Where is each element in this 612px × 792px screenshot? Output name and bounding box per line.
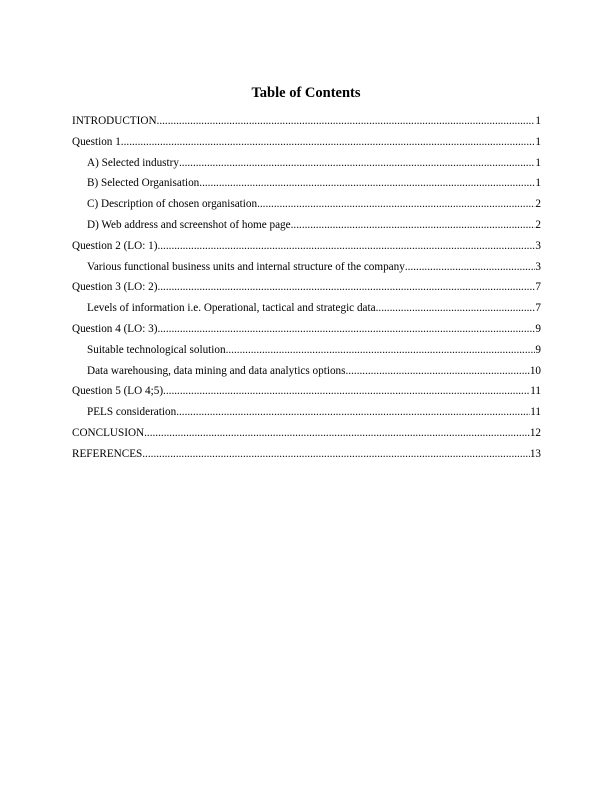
toc-page-number: 7 [535, 302, 541, 315]
toc-entry-text: Question 5 (LO 4;5) [72, 385, 164, 398]
toc-leader-dots [199, 176, 535, 190]
toc-entry-functional-business-units[interactable] [72, 260, 541, 281]
toc-page-number: 10 [529, 364, 541, 377]
toc-entry-text: Question 1 [72, 135, 121, 148]
toc-title: Table of Contents [251, 85, 361, 101]
toc-entry-description-of-organisation[interactable] [72, 197, 541, 218]
toc-entry-text: PELS consideration [87, 406, 177, 419]
toc-page-number: 3 [535, 260, 541, 273]
toc-leader-dots [157, 280, 535, 294]
toc-entry-text: Suitable technological solution [87, 343, 226, 356]
toc-entry-question-5[interactable] [72, 384, 541, 405]
toc-entry-text: C) Description of chosen organisation [87, 198, 258, 211]
toc-page-number: 9 [535, 343, 541, 356]
toc-entry-text: B) Selected Organisation [87, 177, 200, 190]
toc-leader-dots [176, 405, 530, 419]
toc-page-number: 1 [535, 177, 541, 190]
toc-entry-text: REFERENCES [72, 447, 143, 460]
toc-entry-text: Data warehousing, data mining and data analytics options [87, 364, 346, 377]
toc-leader-dots [121, 135, 536, 149]
toc-leader-dots [405, 260, 536, 274]
toc-page-number: 13 [529, 447, 541, 460]
toc-entry-conclusion[interactable] [72, 426, 541, 447]
toc-leader-dots [157, 239, 535, 253]
toc-list [72, 114, 541, 468]
toc-leader-dots [376, 301, 536, 315]
toc-entry-question-4[interactable] [72, 322, 541, 343]
toc-entry-text: Levels of information i.e. Operational, tactical and strategic data [87, 302, 376, 315]
toc-page-number: 1 [535, 156, 541, 169]
toc-leader-dots [346, 364, 530, 378]
toc-page-number: 11 [530, 385, 541, 398]
toc-entry-pels-consideration[interactable] [72, 405, 541, 426]
toc-page-number: 2 [535, 198, 541, 211]
toc-leader-dots [142, 447, 530, 461]
toc-leader-dots [226, 343, 536, 357]
toc-entry-selected-industry[interactable] [72, 156, 541, 177]
toc-leader-dots [144, 426, 530, 440]
toc-entry-text: Various functional business units and internal structure of the company [87, 260, 405, 273]
toc-entry-introduction[interactable] [72, 114, 541, 135]
toc-entry-text: Question 3 (LO: 2) [72, 281, 158, 294]
toc-leader-dots [163, 384, 530, 398]
toc-entry-references[interactable] [72, 447, 541, 468]
toc-page-number: 11 [530, 406, 541, 419]
toc-page-number: 9 [535, 322, 541, 335]
toc-entry-levels-of-information[interactable] [72, 301, 541, 322]
toc-entry-text: INTRODUCTION [72, 115, 157, 127]
toc-page-number: 2 [535, 218, 541, 231]
toc-leader-dots [157, 114, 536, 128]
toc-entry-technological-solution[interactable] [72, 343, 541, 364]
toc-entry-question-3[interactable] [72, 280, 541, 301]
toc-entry-text: Question 4 (LO: 3) [72, 322, 158, 335]
toc-leader-dots [157, 322, 535, 336]
toc-entry-web-address[interactable] [72, 218, 541, 239]
toc-leader-dots [291, 218, 536, 232]
toc-page-number: 7 [535, 281, 541, 294]
toc-entry-text: CONCLUSION [72, 426, 145, 439]
toc-page-number: 1 [535, 115, 541, 127]
toc-page-number: 1 [535, 135, 541, 148]
toc-page-number: 12 [529, 426, 541, 439]
toc-page-number: 3 [535, 239, 541, 252]
toc-leader-dots [179, 156, 535, 170]
toc-entry-text: D) Web address and screenshot of home page [87, 218, 291, 231]
toc-leader-dots [257, 197, 535, 211]
toc-entry-text: Question 2 (LO: 1) [72, 239, 158, 252]
toc-entry-question-2[interactable] [72, 239, 541, 260]
toc-entry-selected-organisation[interactable] [72, 176, 541, 197]
toc-entry-data-warehousing[interactable] [72, 364, 541, 385]
toc-entry-question-1[interactable] [72, 135, 541, 156]
toc-entry-text: A) Selected industry [87, 156, 179, 169]
